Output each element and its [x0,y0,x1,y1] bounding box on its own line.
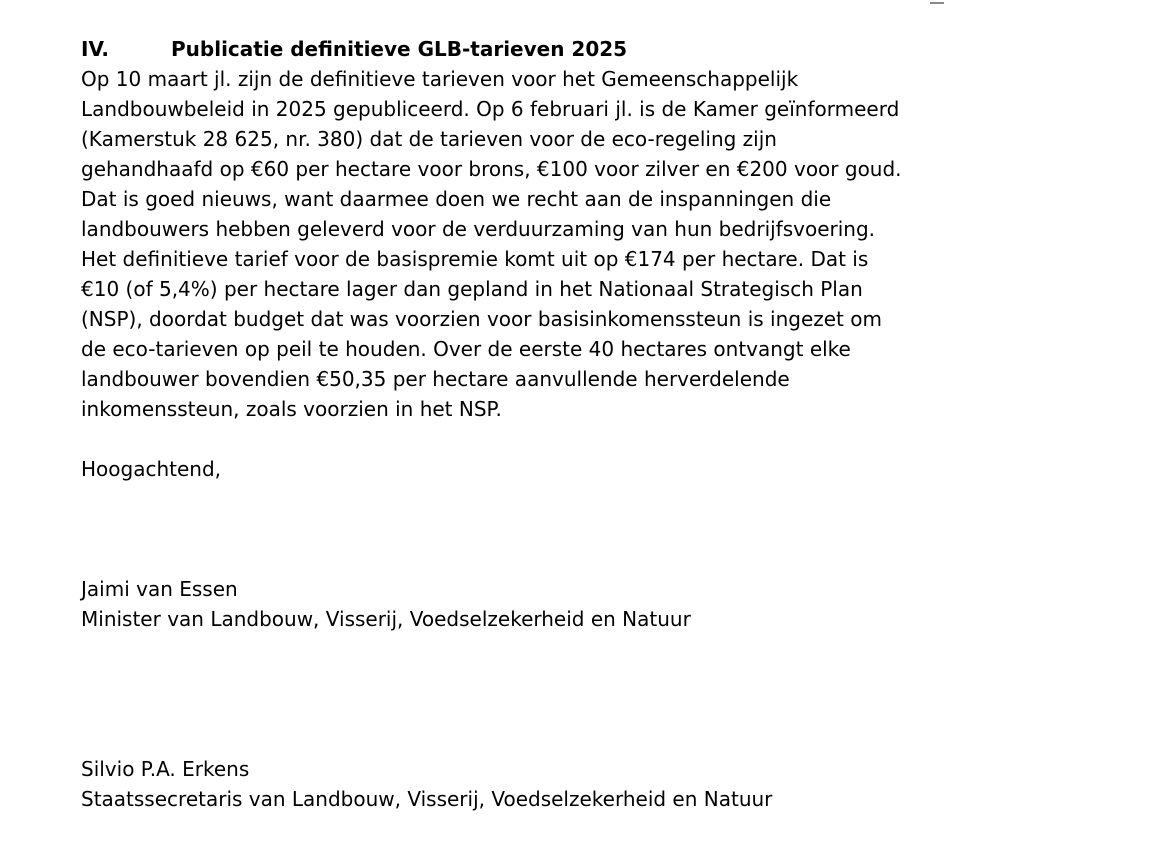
section-number: IV. [81,37,109,61]
signatory-minister [81,574,691,634]
paragraph-line: €10 (of 5,4%) per hectare lager dan gepland in het Nationaal Strategisch Plan [81,277,863,301]
paragraph-line: gehandhaafd op €60 per hectare voor brons, €100 voor zilver en €200 voor goud. [81,157,902,181]
body-paragraph [81,64,1121,424]
signatory-role: Minister van Landbouw, Visserij, Voedselzekerheid en Natuur [81,607,691,631]
signatory-name: Silvio P.A. Erkens [81,757,250,781]
signatory-state-secretary [81,754,772,814]
section-heading [81,34,627,64]
paragraph-line: Het definitieve tarief voor de basispremie komt uit op €174 per hectare. Dat is [81,247,869,271]
paragraph-line: Landbouwbeleid in 2025 gepubliceerd. Op 6 februari jl. is de Kamer geïnformeerd [81,97,900,121]
paragraph-line: (Kamerstuk 28 625, nr. 380) dat de tarieven voor de eco-regeling zijn [81,127,777,151]
paragraph-line: Dat is goed nieuws, want daarmee doen we recht aan de inspanningen die [81,187,832,211]
paragraph-line: inkomenssteun, zoals voorzien in het NSP. [81,397,502,421]
paragraph-line: (NSP), doordat budget dat was voorzien voor basisinkomenssteun is ingezet om [81,307,882,331]
section-title: Publicatie definitieve GLB-tarieven 2025 [171,37,628,61]
signatory-role: Staatssecretaris van Landbouw, Visserij, Voedselzekerheid en Natuur [81,787,773,811]
page-edge-mark [930,0,944,4]
paragraph-line: landbouwers hebben geleverd voor de verduurzaming van hun bedrijfsvoering. [81,217,876,241]
closing-salutation: Hoogachtend, [81,457,222,481]
paragraph-line: de eco-tarieven op peil te houden. Over de eerste 40 hectares ontvangt elke [81,337,851,361]
paragraph-line: landbouwer bovendien €50,35 per hectare aanvullende herverdelende [81,367,790,391]
signatory-name: Jaimi van Essen [81,577,238,601]
paragraph-line: Op 10 maart jl. zijn de definitieve tarieven voor het Gemeenschappelijk [81,67,799,91]
